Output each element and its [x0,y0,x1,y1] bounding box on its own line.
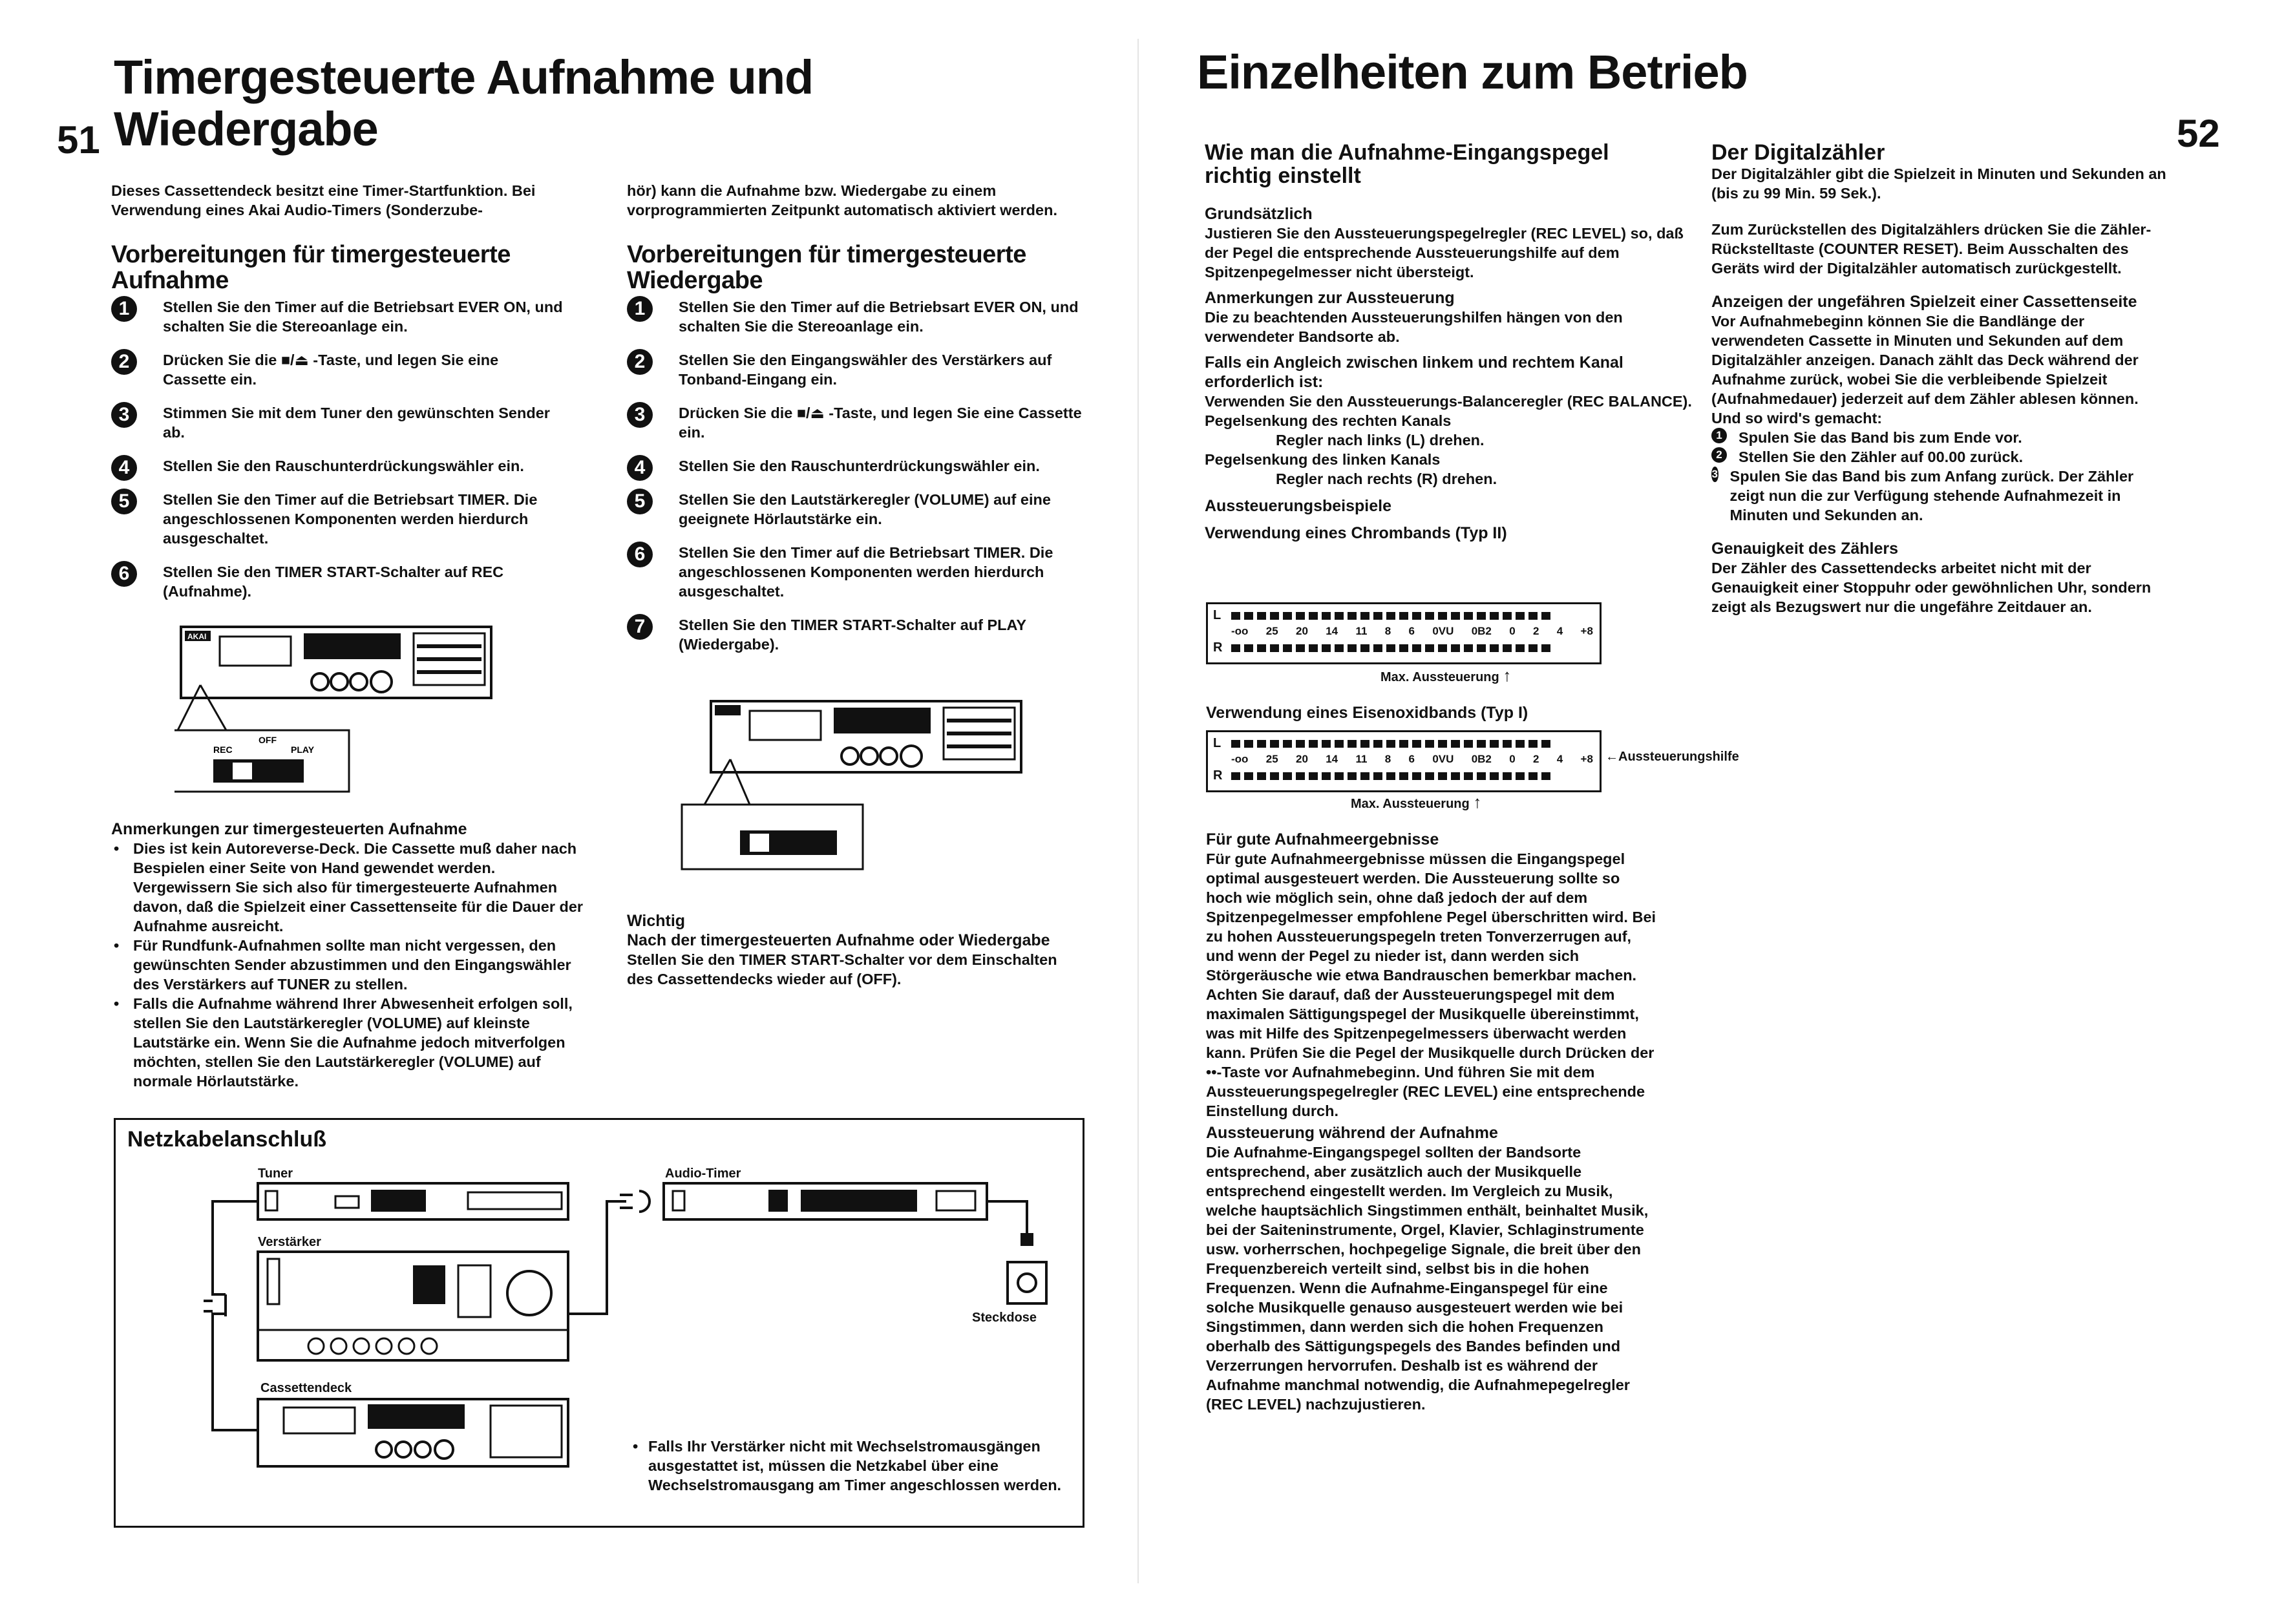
meter-bar-l [1231,740,1554,748]
adjust-notes-heading: Anmerkungen zur Aussteuerung [1205,289,1455,307]
meter-bar-l [1231,612,1554,620]
socket-icon [1008,1262,1046,1303]
counter-text-1: Der Digitalzähler gibt die Spielzeit in Minuten und Sekunden an (bis zu 99 Min. 59 Sek.). [1711,165,2166,202]
label-amp: Verstärker [258,1235,321,1249]
deck-illustration-rec [174,620,511,801]
meter-bar-r [1231,644,1554,652]
important-text: Stellen Sie den TIMER START-Schalter vor dem Einschalten des Cassettendecks wieder auf (OFF). [627,951,1057,987]
play-steps-list [627,297,1086,668]
rec-step [111,490,564,548]
switch-play-label: PLAY [291,744,315,755]
step-number: 3 [627,402,653,428]
rec-step [111,456,564,476]
step-number: 3 [1711,467,1718,482]
step-number: 4 [627,455,653,481]
note-item: • Dies ist kein Autoreverse-Deck. Die Cassette muß daher nach Bespielen einer Seite von Hand gewendet werden. Vergewissern Sie sich also für timergesteuerte Aufnahmen davon, daß die Spielzeit einer Cassettenseite für die Dauer der Aufnahme ausreicht. [133,839,586,936]
max-label-chrome: Max. Aussteuerung ↑ [1380,666,1512,685]
deck-illustration-play [679,698,1028,879]
remaining-step [1711,428,2168,447]
good-heading: Für gute Aufnahmeergebnisse [1206,830,1439,849]
step-number: 1 [111,296,137,322]
left-lower-a: Pegelsenkung des linken Kanals [1205,451,1441,468]
play-step [627,297,1086,336]
play-step [627,350,1086,389]
step-text: Stellen Sie den TIMER START-Schalter auf REC (Aufnahme). [163,564,504,600]
play-step [627,403,1086,442]
rec-heading: Vorbereitungen für timergesteuerte Aufnahme [111,241,511,294]
title-line-1: Timergesteuerte Aufnahme und [114,50,814,104]
balance-heading: Falls ein Angleich zwischen linkem und rechtem Kanal erforderlich ist: [1205,353,1623,391]
left-lower-b: Regler nach rechts (R) drehen. [1276,470,1497,487]
page-number-right: 52 [2177,112,2220,155]
remaining-step [1711,447,2168,467]
rec-step [111,403,564,442]
step-text: Stellen Sie den Timer auf die Betriebsart EVER ON, und schalten Sie die Stereoanlage ein. [163,299,563,335]
step-text: Stellen Sie den Lautstärkeregler (VOLUME) auf eine geeignete Hörlautstärke ein. [679,491,1051,527]
label-tuner: Tuner [258,1166,293,1181]
step-number: 1 [1711,428,1727,443]
basics-text: Justieren Sie den Aussteuerungspegelregler (REC LEVEL) so, daß der Pegel die entsprechende Aussteuerungshilfe auf dem Spitzenpegelmesser nicht übersteigt. [1205,225,1684,280]
step-text: Stimmen Sie mit dem Tuner den gewünschten Sender ab. [163,405,550,441]
up-arrow-icon: ↑ [1473,792,1482,812]
level-heading: Wie man die Aufnahme-Eingangspegel richtig einstellt [1205,140,1609,188]
remaining-step [1711,467,2168,525]
rec-step [111,297,564,336]
level-meter-ferric [1206,730,1602,792]
right-lower-b: Regler nach links (L) drehen. [1276,432,1485,448]
step-number: 5 [111,489,137,514]
adjust-notes-text: Die zu beachtenden Aussteuerungshilfen hängen von den verwendeter Bandsorte ab. [1205,309,1623,345]
accuracy-heading: Genauigkeit des Zählers [1711,540,1898,558]
during-text: Die Aufnahme-Eingangspegel sollten der Bandsorte entsprechend, aber zusätzlich auch der Musikquelle entsprechend eingestellt werden. Im Vergleich zu Musik, welche hauptsächlich Singstimmen enthält, beinhaltet Musik, bei der Saiteninstrumente, Orgel, Klavier, Schlaginstrumente usw. vorherrschen, hochpegelige Signale, die breit über den Frequenzbereich verteilt sind, selbst bis in die hohen Frequenzen. Wenn die Aufnahme-Einganspegel für eine solche Musikquelle genauso ausgesteuert werden wie bei Singstimmen, dann werden sich die hohen Frequenzen oberhalb des Sättigungspegels des Bandes befinden und Verzerrungen hervorrufen. Deshalb ist es während der Aufnahme manchmal notwendig, die Aufnahmepegelregler (REC LEVEL) nachzujustieren. [1206,1144,1649,1413]
meter-channel-r: R [1213,640,1223,655]
step-text: Stellen Sie den Rauschunterdrückungswähler ein. [163,458,524,474]
step-number: 5 [627,489,653,514]
counter-heading: Der Digitalzähler [1711,140,1885,165]
power-box-note [633,1437,1075,1495]
basics-heading: Grundsätzlich [1205,205,1313,223]
step-text: Drücken Sie die ■/⏏ -Taste, und legen Sie eine Cassette ein. [163,352,499,388]
step-text: Stellen Sie den Eingangswähler des Verstärkers auf Tonband-Eingang ein. [679,352,1052,388]
step-number: 6 [111,561,137,587]
important-box [627,911,1086,989]
right-lower-a: Pegelsenkung des rechten Kanals [1205,412,1452,429]
good-results-section [1206,830,1658,1414]
deck-brand-label: AKAI [187,632,207,641]
switch-off-label: OFF [259,735,277,745]
step-text: Stellen Sie den Zähler auf 00.00 zurück. [1739,448,2024,465]
label-socket: Steckdose [972,1311,1037,1325]
play-step [627,456,1086,476]
rec-step [111,350,564,389]
meter-scale: -oo 25 20 14 11 8 6 0VU 0B2 0 2 4 +8 [1231,753,1593,765]
page-title-right: Einzelheiten zum Betrieb [1197,45,1748,99]
notes-list [111,839,586,1091]
play-step [627,490,1086,529]
left-arrow-icon: ← [1605,750,1618,764]
note-item: • Falls die Aufnahme während Ihrer Abwesenheit erfolgen soll, stellen Sie den Lautstärkeregler (VOLUME) auf kleinste Lautstärke ein. Wenn Sie die Aufnahme jedoch mitverfolgen möchten, stellen Sie den Lautstärkeregler (VOLUME) auf normale Hörlautstärke. [133,994,586,1091]
step-text: Stellen Sie den Rauschunterdrückungswähler ein. [679,458,1040,474]
remaining-heading: Anzeigen der ungefähren Spielzeit einer Cassettenseite [1711,293,2137,311]
page-number-left: 51 [57,118,100,162]
page-title-left [114,52,1083,155]
title-line-2: Wiedergabe [114,102,378,156]
up-arrow-icon: ↑ [1503,666,1512,685]
notes-heading: Anmerkungen zur timergesteuerten Aufnahme [111,820,467,838]
play-heading: Vorbereitungen für timergesteuerte Wiedergabe [627,241,1026,294]
step-number: 7 [627,614,653,640]
step-number: 2 [1711,447,1727,463]
note-item: • Für Rundfunk-Aufnahmen sollte man nicht vergessen, den gewünschten Sender abzustimmen und den Eingangswähler des Verstärkers auf TUNER zu stellen. [133,936,586,994]
max-label-ferric: Max. Aussteuerung ↑ [1351,792,1482,812]
step-text: Spulen Sie das Band bis zum Ende vor. [1739,429,2022,446]
step-number: 4 [111,455,137,481]
examples-heading: Aussteuerungsbeispiele [1205,497,1391,515]
during-heading: Aussteuerung während der Aufnahme [1206,1124,1498,1142]
meter-channel-l: L [1213,736,1221,750]
chrome-heading: Verwendung eines Chrombands (Typ II) [1205,524,1507,542]
level-section [1205,141,1709,543]
step-text: Stellen Sie den TIMER START-Schalter auf PLAY (Wiedergabe). [679,617,1026,653]
rec-steps-list [111,297,564,615]
step-number: 2 [111,349,137,375]
remaining-text: Vor Aufnahmebeginn können Sie die Bandlänge der verwendeten Cassette in Minuten und Sekunden auf dem Digitalzähler anzeigen. Danach zählt das Deck während der Aufnahme zurück, wobei Sie die verbleibende Spielzeit (Aufnahmedauer) jederzeit auf dem Zähler ablesen können. Und so wird's gemacht: [1711,313,2139,427]
step-number: 2 [627,349,653,375]
power-note-text: Falls Ihr Verstärker nicht mit Wechselstromausgängen ausgestattet ist, müssen die Netzkabel über eine Wechselstromausgang am Timer angeschlossen werden. [648,1438,1062,1493]
step-text: Stellen Sie den Timer auf die Betriebsart EVER ON, und schalten Sie die Stereoanlage ein. [679,299,1079,335]
step-text: Drücken Sie die ■/⏏ -Taste, und legen Sie eine Cassette ein. [679,405,1082,441]
label-audio-timer: Audio-Timer [665,1166,741,1181]
counter-section [1711,141,2168,617]
important-label: Wichtig [627,912,686,930]
label-deck: Cassettendeck [260,1381,352,1395]
ferric-heading: Verwendung eines Eisenoxidbands (Typ I) [1206,704,1528,722]
good-text: Für gute Aufnahmeergebnisse müssen die Eingangspegel optimal ausgesteuert werden. Die Aussteuerung sollte so hoch wie möglich sein, ohne daß jedoch der auf dem Spitzenpegelmesser empfohlene Pegel überschritten wird. Bei zu hohen Aussteuerungspegeln treten Tonverzerrugen auf, und wenn der Pegel zu nieder ist, dann werden sich Störgeräusche wie etwa Bandrauschen bemerkbar machen. Achten Sie darauf, daß der Aussteuerungspegel mit dem maximalen Sättigungspegel der Musikquelle übereinstimmt, was mit Hilfe des Spitzenpegelmessers überwacht werden kann. Prüfen Sie die Pegel der Musikquelle durch Drücken der ••-Taste vor Aufnahmebeginn. Und führen Sie mit dem Aussteuerungspegelregler (REC LEVEL) eine entsprechende Einstellung durch. [1206,850,1656,1119]
play-step [627,543,1086,601]
power-connection-box [114,1118,1084,1528]
step-number: 6 [627,542,653,567]
step-text: Spulen Sie das Band bis zum Anfang zurück. Der Zähler zeigt nun die zur Verfügung stehende Aufnahmezeit in Minuten und Sekunden an. [1729,468,2134,523]
balance-text: Verwenden Sie den Aussteuerungs-Balanceregler (REC BALANCE). [1205,393,1692,410]
switch-rec-label: REC [213,744,233,755]
important-heading: Nach der timergesteuerten Aufnahme oder Wiedergabe [627,931,1050,949]
meter-channel-r: R [1213,768,1223,783]
step-text: Stellen Sie den Timer auf die Betriebsart TIMER. Die angeschlossenen Komponenten werden hierdurch ausgeschaltet. [163,491,538,547]
level-meter-chrome [1206,602,1602,664]
bullet-icon: • [633,1438,639,1455]
meter-channel-l: L [1213,608,1221,622]
step-number: 3 [111,402,137,428]
page-gutter [1137,39,1139,1583]
counter-text-2: Zum Zurückstellen des Digitalzählers drücken Sie die Zähler-Rückstelltaste (COUNTER RESET). Beim Ausschalten des Geräts wird der Digitalzähler automatisch zurückgestellt. [1711,221,2152,277]
intro-text-col2: hör) kann die Aufnahme bzw. Wiedergabe zu einem vorprogrammierten Zeitpunkt automatisch aktiviert werden. [627,182,1057,218]
meter-bar-r [1231,772,1554,780]
play-step [627,615,1086,654]
rec-step [111,562,564,601]
meter-scale: -oo 25 20 14 11 8 6 0VU 0B2 0 2 4 +8 [1231,625,1593,637]
step-text: Stellen Sie den Timer auf die Betriebsart TIMER. Die angeschlossenen Komponenten werden hierdurch ausgeschaltet. [679,544,1053,600]
step-number: 1 [627,296,653,322]
accuracy-text: Der Zähler des Cassettendecks arbeitet nicht mit der Genauigkeit einer Stoppuhr oder gewöhnlichen Uhr, sondern zeigt als Bezugswert nur die ungefähre Zeitdauer an. [1711,560,2152,615]
intro-text-col1: Dieses Cassettendeck besitzt eine Timer-Startfunktion. Bei Verwendung eines Akai Audio-Timers (Sonderzube- [111,182,536,218]
aid-label: ←Aussteuerungshilfe [1605,750,1739,764]
power-box-title: Netzkabelanschluß [127,1127,326,1152]
